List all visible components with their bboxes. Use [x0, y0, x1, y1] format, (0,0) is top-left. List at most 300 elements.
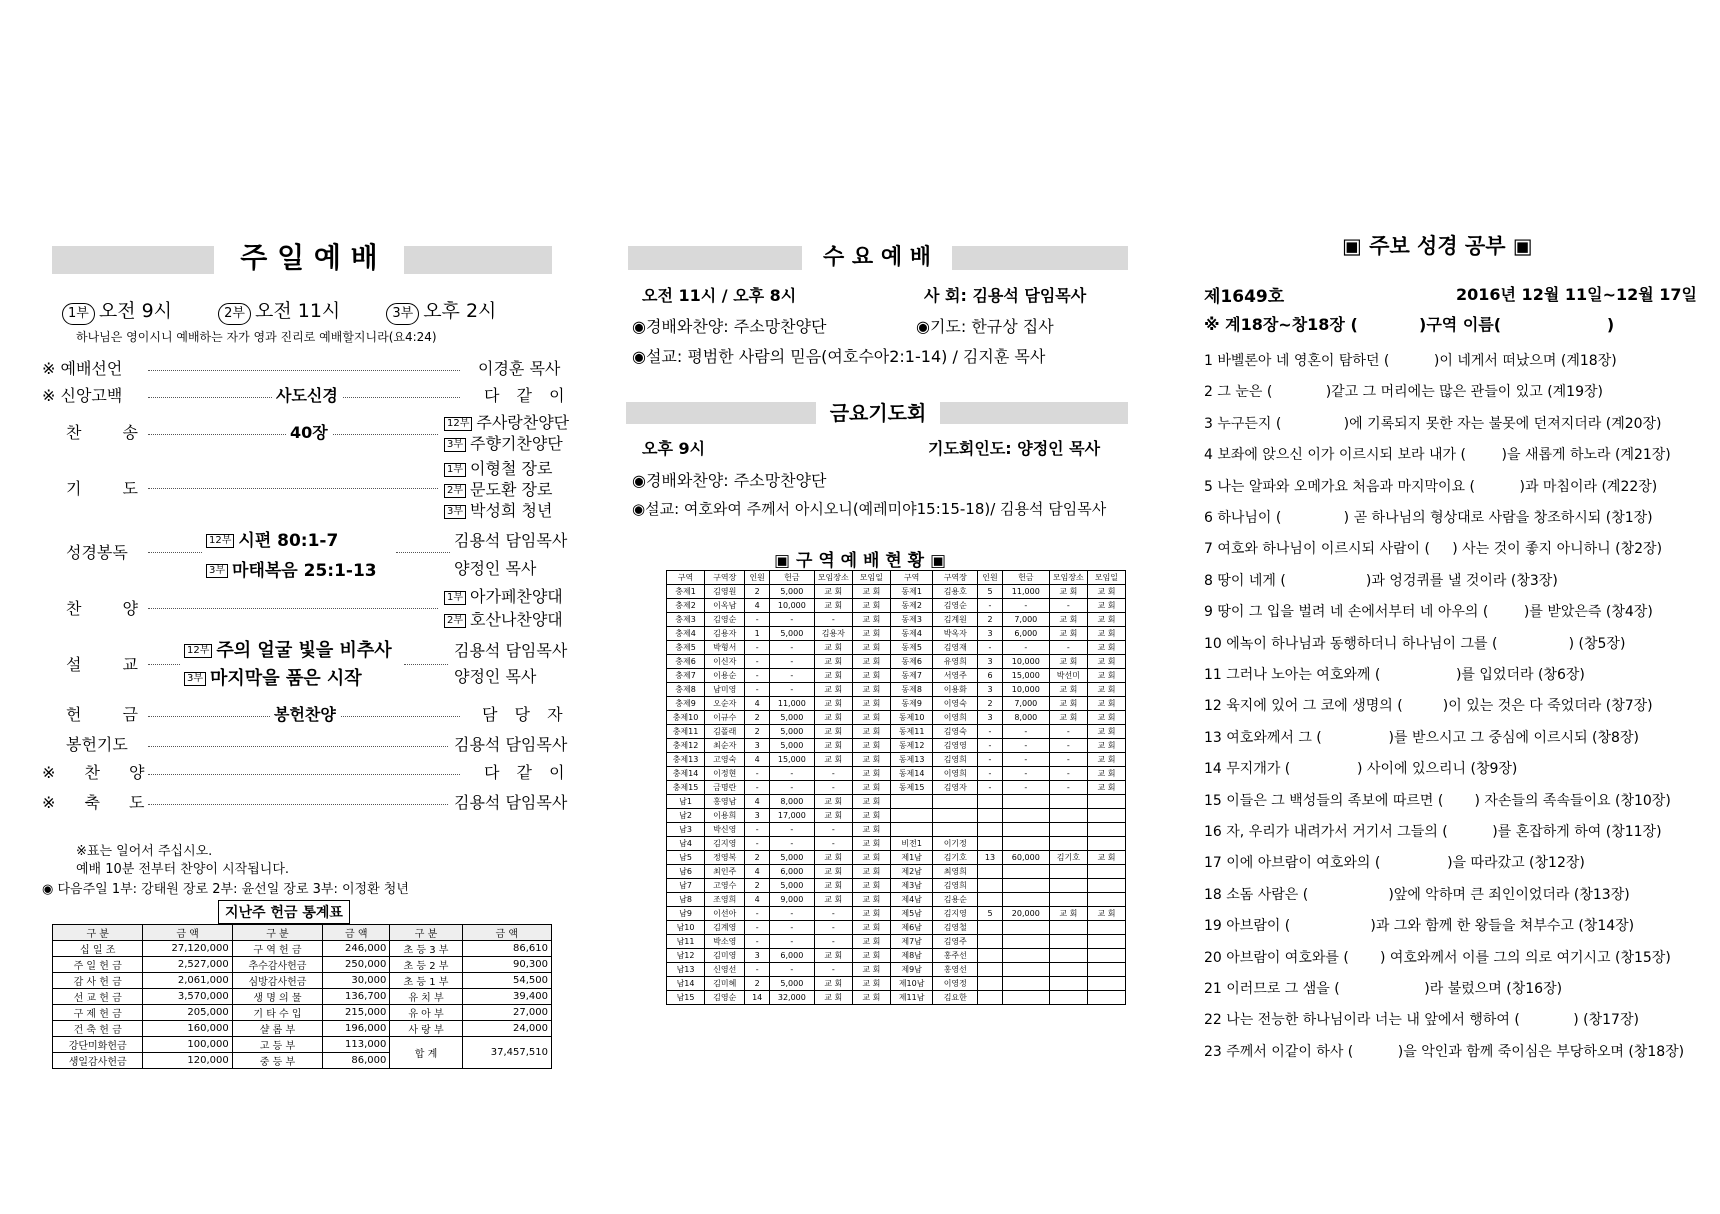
district-cell: 교 회 [852, 599, 890, 613]
order-sermon-title1: 12부 주의 얼굴 빛을 비추사 [184, 636, 392, 662]
district-cell [1002, 823, 1049, 837]
district-cell: - [745, 935, 770, 949]
district-cell: 3 [978, 627, 1003, 641]
district-cell: 교 회 [1087, 767, 1125, 781]
order-sermon-preacher1: 김용석 담임목사 [454, 641, 568, 660]
district-cell: 2 [745, 879, 770, 893]
district-cell [978, 991, 1003, 1005]
order-praise-choir2: 2부 호산나찬양대 [444, 607, 563, 630]
district-cell: 교 회 [814, 683, 852, 697]
district-cell: 동제5 [890, 641, 933, 655]
district-cell [933, 823, 978, 837]
table-row: 구 제 헌 금 205,000 기 타 수 입 215,000 유 아 부 27,000 [53, 1005, 552, 1021]
district-cell: 교 회 [1087, 907, 1125, 921]
district-cell [1049, 823, 1087, 837]
district-cell: 제10남 [890, 977, 933, 991]
district-cell: 4 [745, 865, 770, 879]
district-cell: 교 회 [852, 641, 890, 655]
district-cell: 교 회 [1087, 781, 1125, 795]
bible-question: 17 이에 아브람이 여호와의 ( )을 따라갔고 (창12장) [1204, 855, 1585, 872]
district-cell [978, 977, 1003, 991]
district-cell: 김용자 [705, 627, 745, 641]
district-cell: 김기호 [1049, 851, 1087, 865]
district-cell: 교 회 [852, 585, 890, 599]
district-cell: 남9 [667, 907, 705, 921]
district-cell: - [745, 837, 770, 851]
district-cell: 교 회 [1087, 599, 1125, 613]
table-row [667, 991, 1126, 1005]
district-cell: 이기정 [933, 837, 978, 851]
order-reading-label: 성경봉독 [66, 543, 128, 562]
district-cell [1087, 865, 1125, 879]
district-cell: - [769, 655, 814, 669]
order-reading-reader2: 양정인 목사 [454, 559, 537, 578]
district-cell: 최인주 [705, 865, 745, 879]
order-reading-reader1: 김용석 담임목사 [454, 531, 568, 550]
district-cell: - [769, 669, 814, 683]
bible-question: 8 땅이 네게 ( )과 엉겅퀴를 낼 것이라 (창3장) [1204, 572, 1558, 589]
bible-question: 3 누구든지 ( )에 기록되지 못한 자는 불못에 던져지더라 (계20장) [1204, 415, 1662, 432]
district-cell: - [1002, 641, 1049, 655]
district-cell [1002, 837, 1049, 851]
district-cell: 충제11 [667, 725, 705, 739]
district-cell: 10,000 [1002, 655, 1049, 669]
table-row [667, 725, 1126, 739]
friday-praise: ◉경배와찬양: 주소망찬양단 [632, 471, 827, 490]
district-cell: 교 회 [1087, 669, 1125, 683]
district-cell: 김용순 [933, 893, 978, 907]
district-cell: 3 [978, 711, 1003, 725]
district-cell: 제11남 [890, 991, 933, 1005]
district-cell: 3 [978, 655, 1003, 669]
district-cell [1049, 949, 1087, 963]
district-cell: 교 회 [852, 823, 890, 837]
district-cell: 교 회 [852, 655, 890, 669]
district-cell: 9,000 [769, 893, 814, 907]
district-cell: 제5남 [890, 907, 933, 921]
district-cell: 교 회 [814, 669, 852, 683]
district-cell: - [769, 683, 814, 697]
district-cell: 11,000 [769, 697, 814, 711]
table-row [667, 907, 1126, 921]
district-cell: 6,000 [1002, 627, 1049, 641]
district-cell: 충제10 [667, 711, 705, 725]
district-cell: 20,000 [1002, 907, 1049, 921]
district-cell: 교 회 [852, 725, 890, 739]
district-cell: 5,000 [769, 711, 814, 725]
district-cell: 4 [745, 697, 770, 711]
district-cell [978, 963, 1003, 977]
district-cell: 교 회 [814, 893, 852, 907]
district-cell: - [769, 935, 814, 949]
district-cell [1002, 865, 1049, 879]
district-cell: 김영순 [705, 991, 745, 1005]
order-reading-text2: 3부 마태복음 25:1-13 [206, 556, 377, 581]
district-cell [978, 823, 1003, 837]
service-badge-1: 1부 [62, 303, 95, 325]
friday-time: 오후 9시 [642, 439, 706, 458]
district-cell: 정영복 [705, 851, 745, 865]
district-cell: 6 [978, 669, 1003, 683]
district-cell [890, 823, 933, 837]
district-cell: 6,000 [769, 949, 814, 963]
bible-question: 20 아브람이 여호와를 ( ) 여호와께서 이를 그의 의로 여기시고 (창15장) [1204, 949, 1671, 966]
district-cell: 동제3 [890, 613, 933, 627]
district-cell: - [978, 767, 1003, 781]
bible-question: 2 그 눈은 ( )같고 그 머리에는 많은 관들이 있고 (계19장) [1204, 384, 1603, 401]
district-cell: 이영희 [933, 767, 978, 781]
district-cell: - [769, 921, 814, 935]
district-cell: 교 회 [852, 879, 890, 893]
district-cell: 교 회 [1087, 851, 1125, 865]
table-row [667, 711, 1126, 725]
district-cell: 제6남 [890, 921, 933, 935]
service-badge-2: 2부 [218, 303, 251, 325]
district-cell: 김영희 [933, 879, 978, 893]
district-cell: 충제14 [667, 767, 705, 781]
district-cell: 교 회 [1049, 627, 1087, 641]
district-cell: 5,000 [769, 977, 814, 991]
district-cell: 이용순 [705, 669, 745, 683]
district-cell: - [814, 921, 852, 935]
order-hymn-center: 40장 [286, 420, 332, 443]
district-cell: 박형서 [705, 641, 745, 655]
district-table-body [667, 571, 1126, 1005]
district-cell: - [1049, 599, 1087, 613]
dotted-leader [396, 552, 450, 553]
district-cell: 박선미 [1049, 669, 1087, 683]
district-cell: 5,000 [769, 627, 814, 641]
district-cell [1087, 935, 1125, 949]
bible-question: 5 나는 알파와 오메가요 처음과 마지막이요 ( )과 마침이라 (계22장) [1204, 478, 1658, 495]
order-reading-text1: 12부 시편 80:1-7 [206, 526, 338, 551]
district-cell: 교 회 [814, 641, 852, 655]
district-cell: 남14 [667, 977, 705, 991]
district-cell [1087, 921, 1125, 935]
order-sermon-preacher2: 양정인 목사 [454, 667, 537, 686]
district-cell: - [745, 655, 770, 669]
dotted-leader [404, 664, 448, 665]
district-cell: 교 회 [814, 725, 852, 739]
district-cell: 4 [745, 753, 770, 767]
district-cell: 교 회 [814, 753, 852, 767]
district-header-cell: 구역 [890, 571, 933, 585]
district-cell [1087, 795, 1125, 809]
district-cell: 교 회 [814, 711, 852, 725]
district-cell: 교 회 [814, 865, 852, 879]
district-cell: 교 회 [852, 907, 890, 921]
district-cell: - [1049, 725, 1087, 739]
district-cell: - [814, 837, 852, 851]
table-row [667, 613, 1126, 627]
district-cell: 8,000 [1002, 711, 1049, 725]
district-cell: 교 회 [852, 613, 890, 627]
district-cell: 교 회 [852, 627, 890, 641]
district-cell: - [1002, 725, 1049, 739]
district-cell [978, 795, 1003, 809]
district-cell [933, 795, 978, 809]
district-cell: 교 회 [1087, 627, 1125, 641]
district-cell: 최순자 [705, 739, 745, 753]
bible-question: 4 보좌에 앉으신 이가 이르시되 보라 내가 ( )을 새롭게 하노라 (계21장) [1204, 447, 1671, 464]
order-benediction-label: ※ 축 도 [42, 793, 157, 812]
table-row [667, 753, 1126, 767]
table-row: 생일감사헌금 120,000 중 등 부 86,000 [53, 1053, 552, 1069]
district-header-cell: 구역장 [705, 571, 745, 585]
order-praise-choir1: 1부 아가페찬양대 [444, 584, 563, 607]
district-cell: 이용희 [705, 809, 745, 823]
district-cell: 3 [745, 739, 770, 753]
district-cell [1049, 865, 1087, 879]
district-cell: - [745, 823, 770, 837]
district-cell: 교 회 [1087, 739, 1125, 753]
district-cell: 교 회 [814, 739, 852, 753]
district-cell: 13 [978, 851, 1003, 865]
district-cell: - [1002, 753, 1049, 767]
district-cell: 홍영선 [933, 963, 978, 977]
service-badge-3: 3부 [386, 303, 419, 325]
district-cell: 이옥남 [705, 599, 745, 613]
district-cell: 교 회 [814, 851, 852, 865]
order-praise-label: 찬 양 [66, 599, 156, 618]
sunday-title: 주 일 예 배 [214, 240, 404, 276]
district-cell: 2 [745, 725, 770, 739]
district-cell: 동제1 [890, 585, 933, 599]
district-cell: 김지영 [705, 837, 745, 851]
district-header-cell: 모임장소 [814, 571, 852, 585]
district-header-cell: 모임일 [1087, 571, 1125, 585]
district-cell [1049, 837, 1087, 851]
district-cell: 충제2 [667, 599, 705, 613]
district-cell: 충제3 [667, 613, 705, 627]
district-cell: - [745, 613, 770, 627]
district-cell: 충제4 [667, 627, 705, 641]
district-cell [1087, 823, 1125, 837]
table-row [667, 879, 1126, 893]
district-cell: 남1 [667, 795, 705, 809]
bible-question: 1 바벨론아 네 영혼이 탐하던 ( )이 네게서 떠났으며 (계18장) [1204, 353, 1617, 369]
district-cell: - [1049, 739, 1087, 753]
district-cell [933, 809, 978, 823]
district-cell: 교 회 [852, 963, 890, 977]
district-cell: 32,000 [769, 991, 814, 1005]
bible-issue: 제1649호 [1204, 287, 1285, 307]
district-title: ▣ 구 역 예 배 현 황 ▣ [774, 551, 947, 571]
table-row [667, 641, 1126, 655]
table-row [667, 585, 1126, 599]
district-cell: 교 회 [852, 753, 890, 767]
district-cell: 60,000 [1002, 851, 1049, 865]
district-cell: 교 회 [852, 935, 890, 949]
district-cell: 김용호 [933, 585, 978, 599]
district-cell: 교 회 [1049, 683, 1087, 697]
district-header-cell: 인원 [745, 571, 770, 585]
district-cell: 15,000 [769, 753, 814, 767]
district-cell: 제8남 [890, 949, 933, 963]
district-cell: 동제14 [890, 767, 933, 781]
district-cell: 김영순 [933, 599, 978, 613]
district-cell: 이규수 [705, 711, 745, 725]
district-cell: 충제13 [667, 753, 705, 767]
district-cell: - [814, 963, 852, 977]
table-row [667, 851, 1126, 865]
district-cell [978, 921, 1003, 935]
bible-question: 11 그러나 노아는 여호와께 ( )를 입었더라 (창6장) [1204, 667, 1585, 683]
district-cell [1049, 795, 1087, 809]
district-cell [1002, 921, 1049, 935]
district-cell: 충제9 [667, 697, 705, 711]
district-cell: - [814, 907, 852, 921]
district-cell: 교 회 [1087, 725, 1125, 739]
district-cell [1087, 809, 1125, 823]
district-cell: 남13 [667, 963, 705, 977]
district-cell: 충제1 [667, 585, 705, 599]
district-cell [1002, 991, 1049, 1005]
district-cell: 교 회 [814, 991, 852, 1005]
district-cell: - [745, 683, 770, 697]
district-cell: 4 [745, 599, 770, 613]
district-cell: 교 회 [852, 697, 890, 711]
district-cell: 김영주 [933, 935, 978, 949]
district-cell: 동제4 [890, 627, 933, 641]
district-header-cell: 인원 [978, 571, 1003, 585]
order-offering-person: 담 당 자 [482, 705, 569, 724]
order-prayer-label: 기 도 [66, 479, 156, 498]
district-cell: 3 [978, 683, 1003, 697]
district-cell: 김지영 [933, 907, 978, 921]
district-cell: 이신자 [705, 655, 745, 669]
bible-question: 23 주께서 이같이 하사 ( )을 악인과 함께 죽이심은 부당하오며 (창18장) [1204, 1043, 1685, 1060]
district-cell: 제1남 [890, 851, 933, 865]
district-cell [1049, 977, 1087, 991]
district-cell: 서영주 [933, 669, 978, 683]
district-cell: 김미영 [705, 949, 745, 963]
district-cell: - [745, 921, 770, 935]
bible-question: 16 자, 우리가 내려가서 거기서 그들의 ( )를 혼잡하게 하여 (창11장) [1204, 824, 1662, 840]
district-cell: 10,000 [769, 599, 814, 613]
bible-question: 7 여호와 하나님이 이르시되 사람이 ( ) 사는 것이 좋지 아니하니 (창2장) [1204, 541, 1663, 558]
district-cell: 이선아 [705, 907, 745, 921]
district-cell: 4 [745, 795, 770, 809]
order-creed-person: 다 같 이 [484, 386, 571, 405]
table-row [667, 767, 1126, 781]
order-prayer-p1: 1부 이형철 장로 [444, 456, 552, 479]
district-cell [978, 879, 1003, 893]
district-cell: - [769, 767, 814, 781]
district-cell [1002, 879, 1049, 893]
district-cell: 제3남 [890, 879, 933, 893]
bible-question: 21 이러므로 그 샘을 ( )라 불렀으며 (창16장) [1204, 981, 1563, 997]
district-cell: 교 회 [852, 977, 890, 991]
district-cell: - [1049, 753, 1087, 767]
table-row [667, 809, 1126, 823]
district-cell: 교 회 [852, 865, 890, 879]
district-cell: 교 회 [814, 809, 852, 823]
district-cell: 오순자 [705, 697, 745, 711]
dotted-leader [148, 746, 448, 747]
district-cell: 동제13 [890, 753, 933, 767]
district-header-row [667, 571, 1126, 585]
order-hymn-team2: 3부 주향기찬양단 [444, 431, 563, 454]
bible-question: 12 육지에 있어 그 코에 생명의 ( )이 있는 것은 다 죽었더라 (창7장) [1204, 698, 1653, 715]
district-cell: 남15 [667, 991, 705, 1005]
district-cell: 교 회 [1087, 683, 1125, 697]
district-cell: 1 [745, 627, 770, 641]
bible-title: ▣ 주보 성경 공부 ▣ [1342, 234, 1533, 258]
district-cell: - [1049, 781, 1087, 795]
district-cell: 김영철 [933, 921, 978, 935]
district-cell: 남6 [667, 865, 705, 879]
note-stand: ※표는 일어서 주십시오. [76, 844, 213, 859]
district-cell: - [1049, 767, 1087, 781]
table-row [667, 599, 1126, 613]
dotted-leader [148, 488, 438, 489]
district-cell: 고영숙 [705, 753, 745, 767]
order-sermon-title2: 3부 마지막을 품은 시작 [184, 664, 362, 690]
district-cell [1002, 949, 1049, 963]
district-cell: - [769, 837, 814, 851]
district-cell: 15,000 [1002, 669, 1049, 683]
theme-verse: 하나님은 영이시니 예배하는 자가 영과 진리로 예배할지니라(요4:24) [76, 330, 437, 344]
district-cell: 5,000 [769, 851, 814, 865]
district-cell: - [745, 781, 770, 795]
order-call-person: 이경훈 목사 [478, 359, 561, 378]
district-cell: 2 [745, 977, 770, 991]
table-row: 주 일 헌 금 2,527,000 추수감사헌금 250,000 초 등 2 부 90,300 [53, 957, 552, 973]
bible-question: 19 아브람이 ( )과 그와 함께 한 왕들을 쳐부수고 (창14장) [1204, 918, 1635, 935]
order-hymn-label: 찬 송 [66, 423, 156, 442]
district-cell [1087, 963, 1125, 977]
district-cell: 교 회 [1087, 585, 1125, 599]
wednesday-leader: 사 회: 김용석 담임목사 [924, 286, 1087, 305]
district-cell: 교 회 [814, 795, 852, 809]
district-cell: 충제8 [667, 683, 705, 697]
district-cell: 교 회 [852, 949, 890, 963]
order-creed-center: 사도신경 [272, 383, 342, 406]
district-cell: 이영희 [933, 711, 978, 725]
district-cell: - [814, 613, 852, 627]
district-cell: 조영희 [705, 893, 745, 907]
district-cell: 교 회 [814, 879, 852, 893]
district-cell: 2 [978, 613, 1003, 627]
offering-stats-title: 지난주 헌금 통계표 [218, 900, 350, 924]
district-cell: 6,000 [769, 865, 814, 879]
district-cell [978, 865, 1003, 879]
district-cell: 김요한 [933, 991, 978, 1005]
district-header-cell: 헌금 [1002, 571, 1049, 585]
district-cell: - [745, 907, 770, 921]
district-cell: 7,000 [1002, 697, 1049, 711]
district-cell: 교 회 [1049, 907, 1087, 921]
district-cell: 교 회 [814, 697, 852, 711]
district-cell: 2 [978, 697, 1003, 711]
offering-stats-table [52, 924, 552, 1069]
bible-question: 13 여호와께서 그 ( )를 받으시고 그 중심에 이르시되 (창8장) [1204, 729, 1639, 746]
district-cell: 김기호 [933, 851, 978, 865]
district-cell: - [1049, 641, 1087, 655]
note-praise: 예배 10분 전부터 찬양이 시작됩니다. [76, 862, 290, 877]
district-cell [890, 809, 933, 823]
district-cell: 동제10 [890, 711, 933, 725]
district-cell: - [814, 823, 852, 837]
bible-question: 15 이들은 그 백성들의 족보에 따르면 ( ) 자손들의 족속들이요 (창10장) [1204, 792, 1671, 809]
friday-sermon: ◉설교: 여호와여 주께서 아시오니(예레미야15:15-18)/ 김용석 담임목사 [632, 500, 1107, 518]
district-cell: 5 [978, 907, 1003, 921]
district-cell [1087, 879, 1125, 893]
table-row: 강단미화헌금 100,000 고 등 부 113,000 합 계 37,457,510 [53, 1037, 552, 1053]
order-hymn-team1: 12부 주사랑찬양단 [444, 410, 569, 433]
dotted-leader [148, 804, 448, 805]
